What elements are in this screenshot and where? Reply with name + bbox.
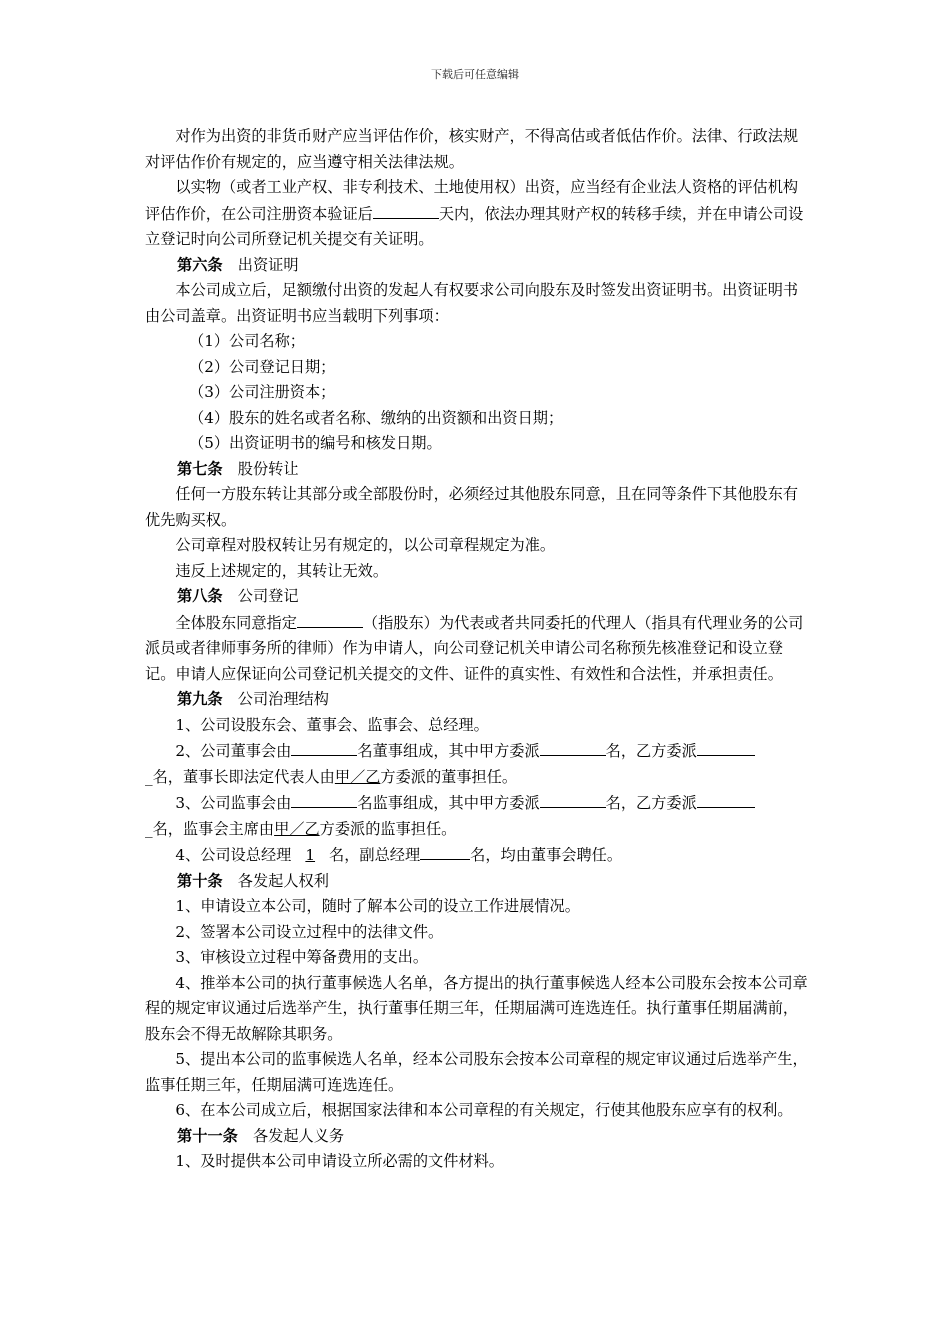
text-run: 名监事组成，其中甲方委派 — [357, 794, 540, 812]
list-item: （3）公司注册资本； — [189, 383, 336, 401]
article-heading — [145, 687, 810, 713]
text-run: 全体股东同意指定 — [175, 613, 297, 632]
article-number: 第十条 — [177, 871, 223, 890]
text-run: 名董事组成，其中甲方委派 — [357, 742, 540, 760]
paragraph: 4、推举本公司的执行董事候选人名单，各方提出的执行董事候选人经本公司股东会按本公司章程的规定审议通过后选举产生，执行董事任期三年，任期届满可连选连任。执行董事任期届满前，股东会不得无故解除其职务。 — [145, 973, 808, 1043]
underlined-choice: 甲／乙 — [274, 819, 320, 838]
paragraph: 1、公司设股东会、董事会、监事会、总经理。 — [175, 715, 489, 734]
page-header: 下载后可任意编辑 — [431, 68, 519, 81]
list-item: （2）公司登记日期； — [189, 357, 336, 376]
text-run: 名，乙方委派 — [605, 794, 697, 812]
text-run: 名，副总经理 — [329, 846, 421, 864]
article-title: 出资证明 — [237, 255, 299, 274]
article-number: 第六条 — [177, 255, 223, 274]
text-run: 以实物（或者工业产权、非专利技术、土地使用权）出资，应当经有企业法人资格的评估机构评估作价，在公司注册资本验证后 — [145, 178, 799, 223]
text-run: 方委派的监事担任。 — [319, 819, 457, 838]
blank-field — [373, 201, 439, 219]
article-number: 第八条 — [177, 587, 223, 605]
paragraph — [145, 842, 810, 869]
blank-field — [697, 738, 755, 756]
article-heading — [145, 457, 810, 483]
article-heading — [145, 869, 810, 895]
blank-field — [291, 738, 357, 756]
paragraph — [145, 175, 810, 253]
paragraph: 3、审核设立过程中筹备费用的支出。 — [175, 948, 429, 966]
paragraph: 任何一方股东转让其部分或全部股份时，必须经过其他股东同意，且在同等条件下其他股东有优先购买权。 — [145, 485, 799, 529]
text-run: 名，乙方委派 — [605, 742, 697, 760]
article-title: 各发起人义务 — [252, 1126, 345, 1145]
text-run: （指股东）为代表或者共同委托的代理人（指具有代理业务的公司派员或者律师事务所的律师）作为申请人，向公司登记机关申请公司名称预先核准登记和设立登记。申请人应保证向公司登记机关提交的文件、证件的真实性、有效性和合法性，并承担责任。 — [145, 613, 804, 683]
paragraph: 公司章程对股权转让另有规定的，以公司章程规定为准。 — [175, 536, 556, 554]
text-run: 天内，依法办理其财产权的转移手续，并在申请公司设立登记时向公司所登记机关提交有关证明。 — [145, 204, 804, 248]
paragraph-continuation — [145, 765, 810, 791]
paragraph: 5、提出本公司的监事候选人名单，经本公司股东会按本公司章程的规定审议通过后选举产生，监事任期三年，任期届满可连选连任。 — [145, 1050, 808, 1094]
text-run: 2、公司董事会由 — [175, 742, 292, 760]
document-body — [145, 124, 810, 1175]
underlined-choice: 甲／乙 — [334, 767, 381, 786]
blank-field — [291, 790, 357, 808]
article-number: 第十一条 — [177, 1126, 238, 1145]
filled-field: 1 — [305, 846, 316, 864]
paragraph: 2、签署本公司设立过程中的法律文件。 — [175, 922, 444, 941]
article-title: 各发起人权利 — [237, 871, 329, 890]
paragraph: 6、在本公司成立后，根据国家法律和本公司章程的有关规定，行使其他股东应享有的权利。 — [175, 1101, 793, 1119]
text-run: 名，均由董事会聘任。 — [470, 846, 623, 864]
text-run: 4、公司设总经理 — [175, 846, 292, 864]
blank-field — [297, 610, 363, 628]
paragraph: 违反上述规定的，其转让无效。 — [175, 561, 389, 580]
text-run: 方委派的董事担任。 — [380, 767, 518, 786]
blank-field — [540, 790, 606, 808]
article-title: 股份转让 — [237, 459, 299, 478]
list-item: （4）股东的姓名或者名称、缴纳的出资额和出资日期； — [189, 408, 564, 427]
article-title: 公司登记 — [237, 587, 299, 605]
list-item: （1）公司名称； — [189, 332, 305, 350]
paragraph — [145, 610, 810, 688]
list-item: （5）出资证明书的编号和核发日期。 — [189, 434, 442, 452]
article-number: 第七条 — [177, 459, 223, 478]
blank-field — [697, 790, 755, 808]
paragraph: 本公司成立后，足额缴付出资的发起人有权要求公司向股东及时签发出资证明书。出资证明书由公司盖章。出资证明书应当载明下列事项： — [145, 281, 799, 325]
article-number: 第九条 — [177, 690, 223, 708]
text-run: _名，董事长即法定代表人由 — [145, 767, 335, 786]
paragraph: 1、申请设立本公司，随时了解本公司的设立工作进展情况。 — [175, 897, 580, 915]
text-run: _名，监事会主席由 — [145, 819, 275, 838]
paragraph — [145, 738, 810, 765]
paragraph — [145, 790, 810, 817]
article-title: 公司治理结构 — [237, 690, 329, 708]
blank-field — [540, 738, 606, 756]
blank-field — [420, 842, 470, 860]
paragraph: 对作为出资的非货币财产应当评估作价，核实财产，不得高估或者低估作价。法律、行政法规对评估作价有规定的，应当遵守相关法律法规。 — [145, 127, 799, 171]
article-heading — [145, 253, 810, 279]
paragraph-continuation — [145, 817, 810, 843]
paragraph: 1、及时提供本公司申请设立所必需的文件材料。 — [175, 1152, 504, 1170]
article-heading — [145, 1124, 810, 1150]
text-run: 3、公司监事会由 — [175, 794, 292, 812]
article-heading — [145, 584, 810, 610]
